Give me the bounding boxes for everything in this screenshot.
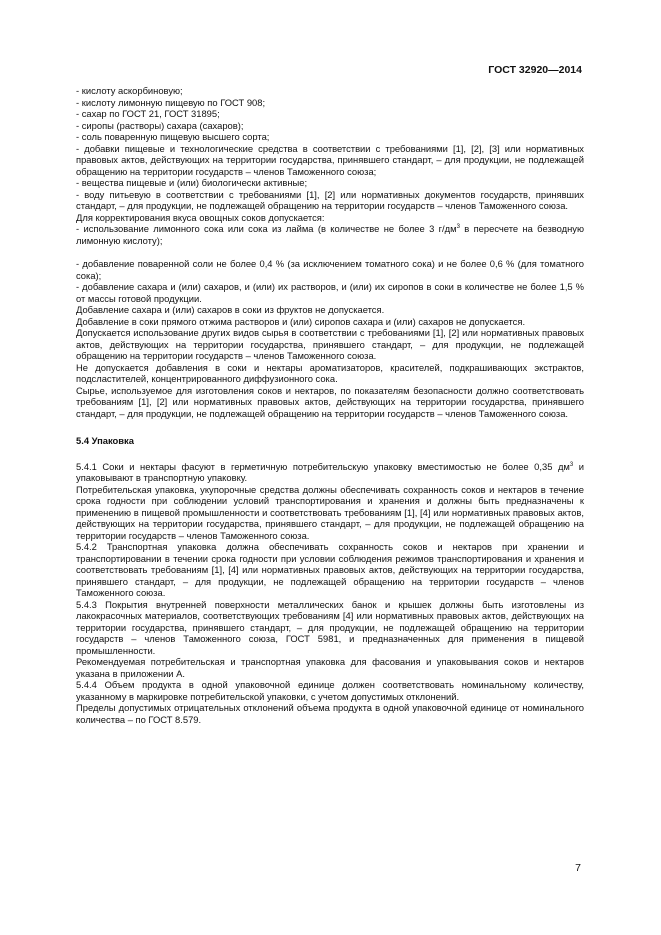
paragraph: Сырье, используемое для изготовления соков и нектаров, по показателям безопасности должно соответствовать требованиям [1], [2] или нормативных правовых актов, действующих на территории государства, принявшего стандарт, – для продукции, не подлежащей обращению на территории государств – членов Таможенного союза. <box>76 384 584 419</box>
paragraph: 5.4.4 Объем продукта в одной упаковочной единице должен соответствовать номинальному количеству, указанному в маркировке потребительской упаковки, с учетом допустимых отклонений. <box>76 679 584 702</box>
paragraph: - добавление поваренной соли не более 0,4 % (за исключением томатного сока) и не более 0,6 % (для томатного сока); <box>76 258 584 281</box>
paragraph: - сиропы (растворы) сахара (сахаров); <box>76 119 244 131</box>
p541-superscript: 3 <box>569 461 574 468</box>
paragraph: 5.4.3 Покрытия внутренней поверхности металлических банок и крышек должны быть изготовлены из лакокрасочных материалов, соответствующих требованиям [4] или нормативных правовых актов, действующих на территории государства, принявшего стандарт, – для продукции, не подлежащей обращению на территории государств – членов Таможенного союза, ГОСТ 5981, и предназначенных для применения в пищевой промышленности. <box>76 598 584 656</box>
paragraph: - добавление сахара и (или) сахаров, и (или) их растворов, и (или) их сиропов в соки в количестве не более 1,5 % от массы готовой продукции. <box>76 281 584 304</box>
lemon-text-start: - использование лимонного сока или сока из лайма (в количестве не более 3 г/дм <box>76 223 457 234</box>
lemon-superscript: 3 <box>456 223 460 230</box>
spacer <box>76 246 584 258</box>
paragraph: - соль поваренную пищевую высшего сорта; <box>76 131 270 142</box>
paragraph: - кислоту аскорбиновую; <box>76 85 183 96</box>
paragraph: - вещества пищевые и (или) биологически активные; <box>76 177 308 188</box>
paragraph: Рекомендуемая потребительская и транспортная упаковка для фасования и упаковывания соков и нектаров указана в приложении А. <box>76 656 584 679</box>
paragraph: Допускается использование других видов сырья в соответствии с требованиями [1], [2] или нормативных правовых актов, действующих на территории государства, принявшего стандарт, – для продукции, не подлежащей обращению на территории государств – членов Таможенного союза. <box>76 327 584 361</box>
paragraph: - кислоту лимонную пищевую по ГОСТ 908; <box>76 96 266 108</box>
paragraph: Добавление в соки прямого отжима растворов и (или) сиропов сахара и (или) сахаров не допускается. <box>76 315 526 327</box>
document-body <box>76 85 584 725</box>
paragraph-5-4-1 <box>76 461 584 484</box>
p541-text-start: 5.4.1 Соки и нектары фасуют в герметичную потребительскую упаковку вместимостью не более 0,35 дм <box>76 460 570 472</box>
paragraph: Потребительская упаковка, укупорочные средства должны обеспечивать сохранность соков и нектаров в течение срока годности при соблюдении условий транспортирования и хранения и должны быть предназначены к применению в пищевой промышленности и соответствовать требованиям [1], [4] или нормативных правовых актов, действующих на территории государства, принявшего стандарт, – для продукции, не подлежащей обращению на территории государств – членов Таможенного союза. <box>76 483 584 541</box>
lemon-text-end: в пересчете на безводную лимонную кислоту); <box>76 223 584 246</box>
paragraph: 5.4.2 Транспортная упаковка должна обеспечивать сохранность соков и нектаров при хранении и транспортировании в течении срока годности при условии соблюдения режимов транспортирования и хранения и соответствовать требованиям [1], [4] или нормативных правовых актов, действующих на территории государства, принявшего стандарт, – для продукции, не подлежащей обращению на территории государств – членов Таможенного союза. <box>76 541 584 598</box>
paragraph: - воду питьевую в соответствии с требованиями [1], [2] или нормативных документов государств, принявших стандарт, – для продукции, не подлежащей обращению на территории государств – членов Таможенного союза. <box>76 188 584 211</box>
lemon-paragraph <box>76 223 584 246</box>
page-number: 7 <box>575 862 581 874</box>
paragraph: Пределы допустимых отрицательных отклонений объема продукта в одной упаковочной единице от номинального количества – по ГОСТ 8.579. <box>76 702 584 725</box>
paragraph: - добавки пищевые и технологические средства в соответствии с требованиями [1], [2], [3] или нормативных правовых актов, действующих на территории государства, принявшего стандарт, – для продукции, не подлежащей обращению на территории государств – членов Таможенного союза; <box>76 142 584 177</box>
p541-text-end: и упаковывают в транспортную упаковку. <box>76 460 584 483</box>
paragraph: Не допускается добавления в соки и нектары ароматизаторов, красителей, подкрашивающих экстрактов, подсластителей, концентрированного диффузионного сока. <box>76 361 584 384</box>
standard-header: ГОСТ 32920—2014 <box>488 64 582 76</box>
paragraph: Добавление сахара и (или) сахаров в соки из фруктов не допускается. <box>76 304 385 315</box>
section-heading: 5.4 Упаковка <box>76 435 134 446</box>
paragraph: Для корректирования вкуса овощных соков допускается: <box>76 211 325 223</box>
paragraph: - сахар по ГОСТ 21, ГОСТ 31895; <box>76 108 220 119</box>
